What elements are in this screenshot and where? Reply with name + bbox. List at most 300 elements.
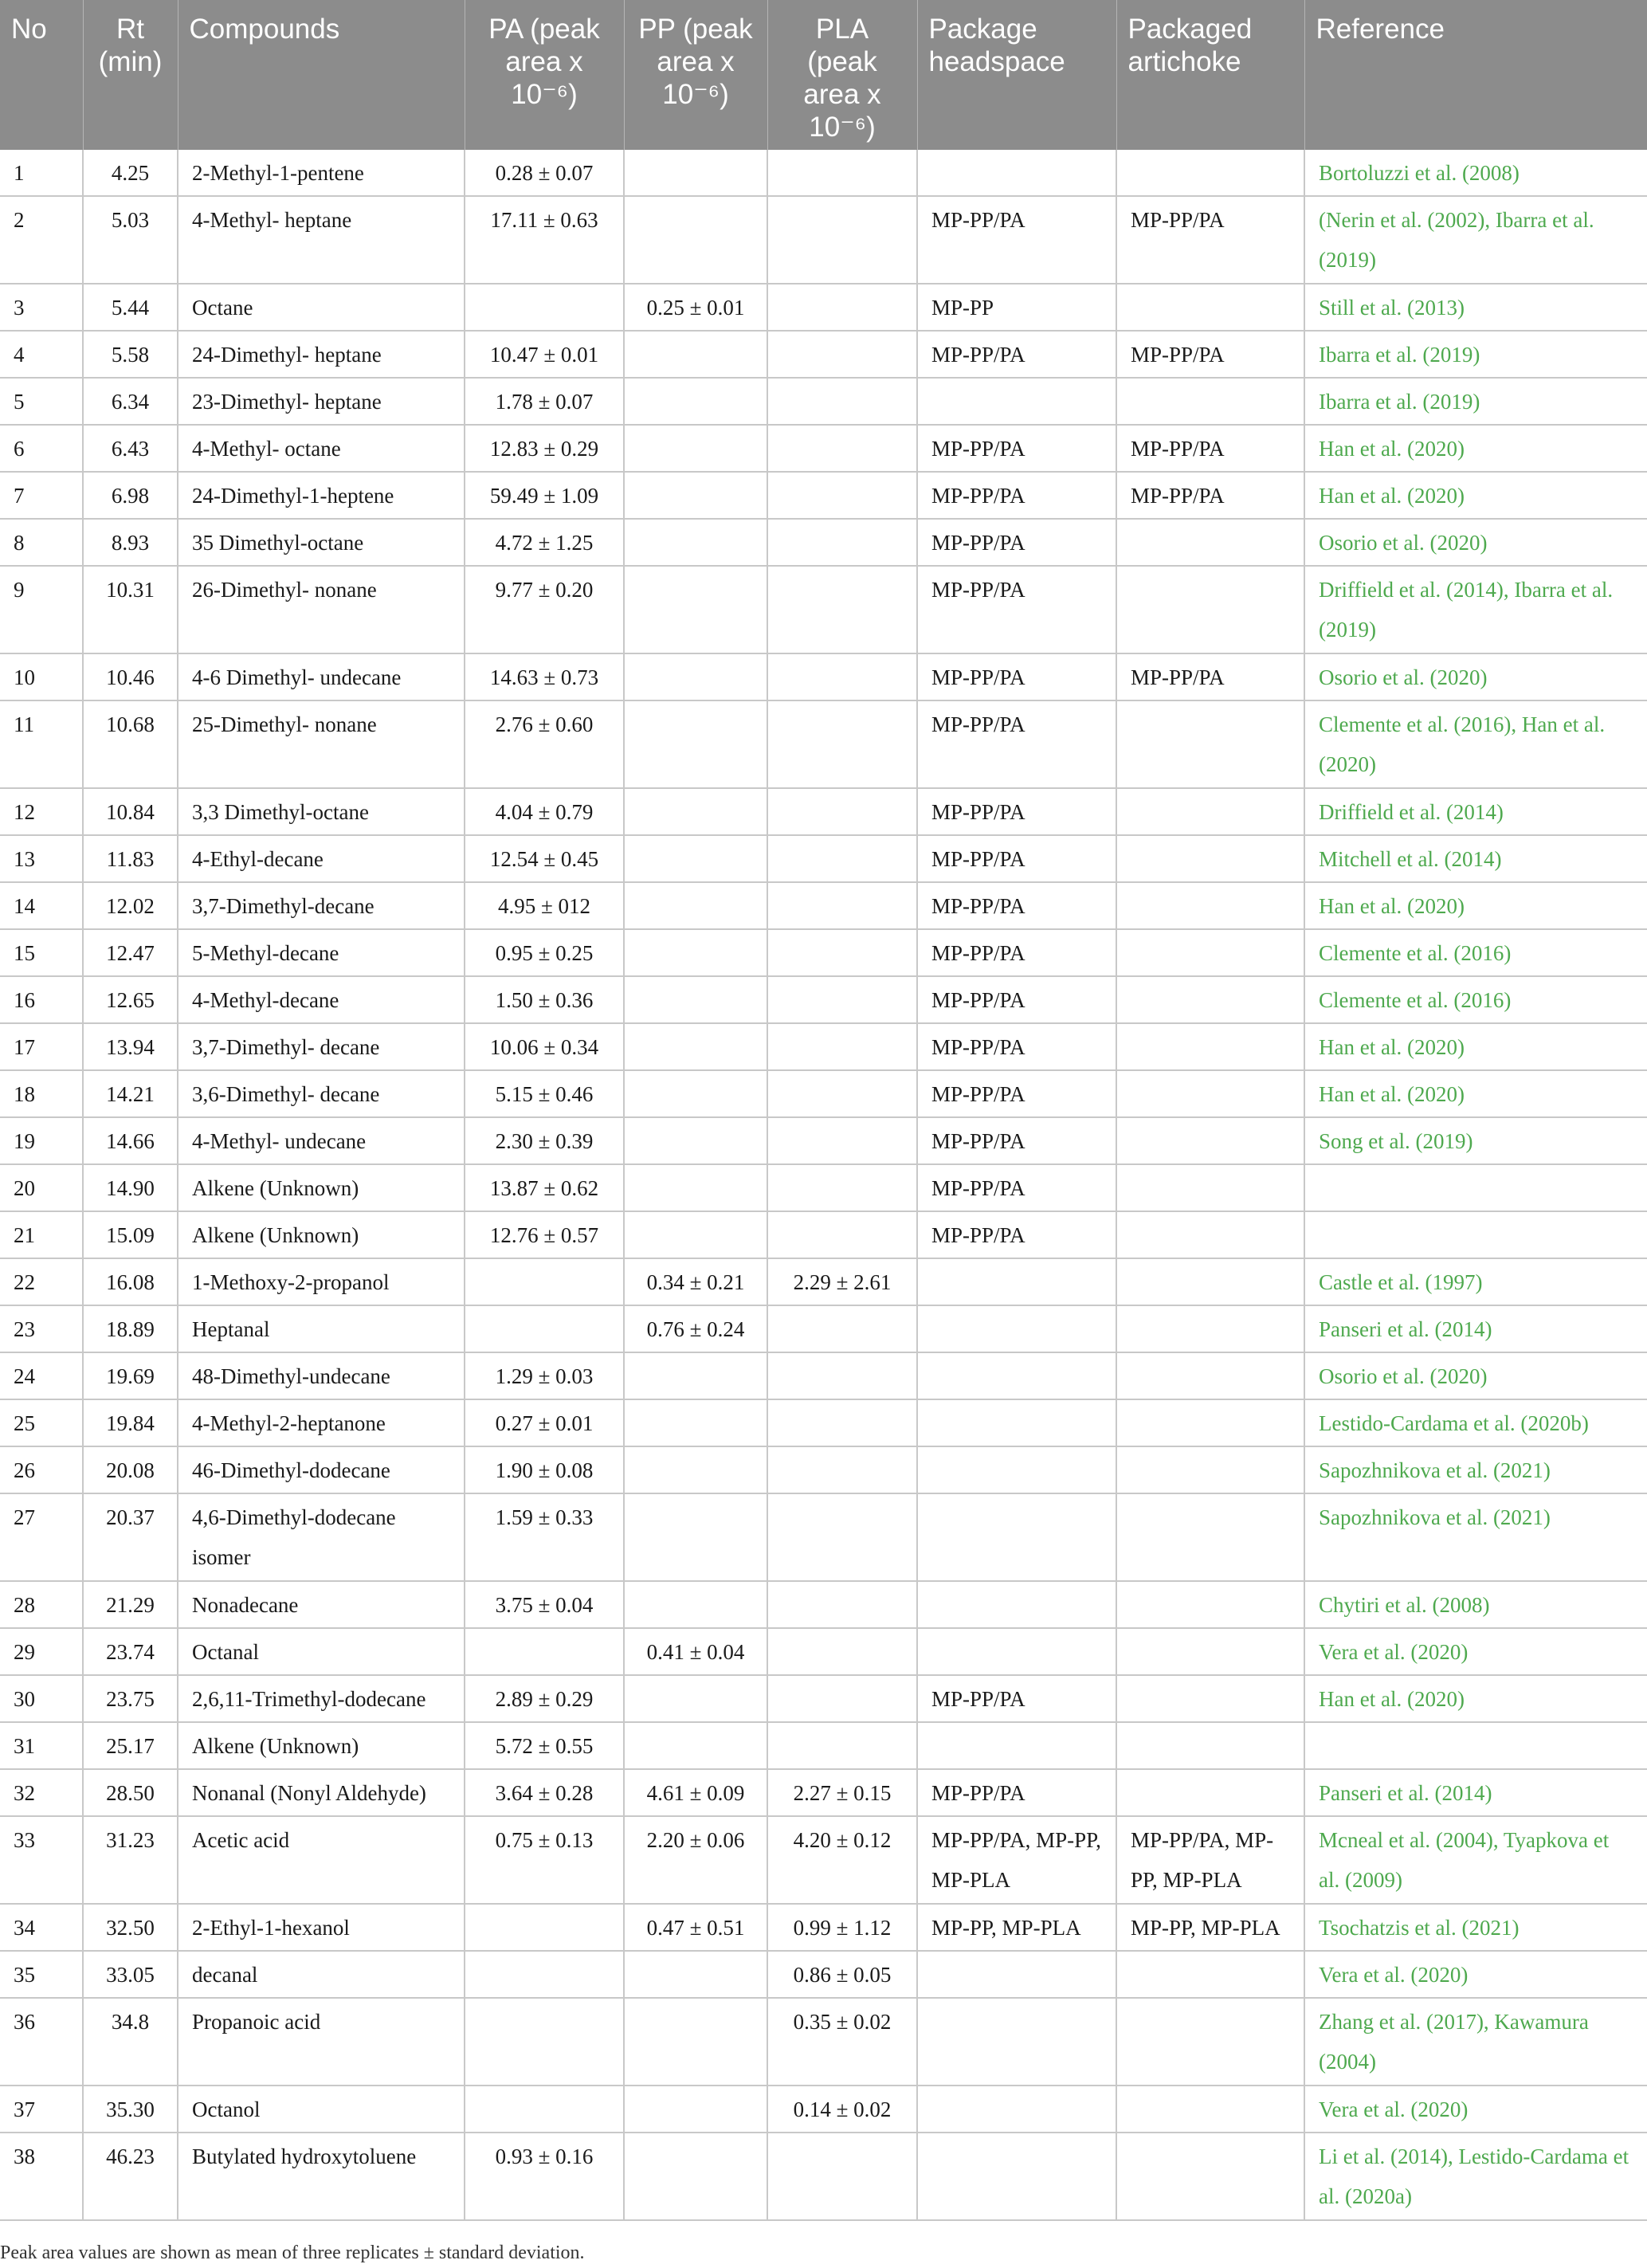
cell-reference[interactable]: Mcneal et al. (2004), Tyapkova et al. (2009): [1304, 1816, 1647, 1904]
cell-compound: 5-Methyl-decane: [178, 929, 465, 976]
cell-packaged-artichoke: [1116, 788, 1304, 835]
cell-packaged-artichoke: [1116, 700, 1304, 788]
cell-compound: Acetic acid: [178, 1816, 465, 1904]
cell-pp: [624, 929, 767, 976]
cell-reference[interactable]: Lestido-Cardama et al. (2020b): [1304, 1399, 1647, 1446]
cell-reference[interactable]: Zhang et al. (2017), Kawamura (2004): [1304, 1998, 1647, 2086]
cell-compound: 24-Dimethyl- heptane: [178, 331, 465, 378]
cell-rt: 6.98: [83, 472, 178, 519]
cell-reference[interactable]: Clemente et al. (2016): [1304, 976, 1647, 1023]
cell-packaged-artichoke: [1116, 1117, 1304, 1164]
cell-pa: 3.64 ± 0.28: [465, 1769, 624, 1816]
cell-pla: [767, 1446, 917, 1493]
cell-compound: Alkene (Unknown): [178, 1164, 465, 1211]
cell-pla: [767, 1722, 917, 1769]
table-row: [0, 1675, 1647, 1722]
cell-reference[interactable]: Osorio et al. (2020): [1304, 519, 1647, 566]
cell-pp: [624, 150, 767, 196]
cell-no: 14: [0, 882, 83, 929]
cell-pp: [624, 1446, 767, 1493]
cell-compound: Butylated hydroxytoluene: [178, 2133, 465, 2220]
cell-compound: Octanal: [178, 1628, 465, 1675]
table-row: [0, 1628, 1647, 1675]
cell-rt: 11.83: [83, 835, 178, 882]
cell-reference[interactable]: (Nerin et al. (2002), Ibarra et al. (2019): [1304, 196, 1647, 284]
cell-pp: [624, 425, 767, 472]
cell-reference[interactable]: [1304, 1722, 1647, 1769]
cell-no: 28: [0, 1581, 83, 1628]
cell-reference[interactable]: Vera et al. (2020): [1304, 1628, 1647, 1675]
cell-pla: [767, 196, 917, 284]
cell-compound: 24-Dimethyl-1-heptene: [178, 472, 465, 519]
cell-pa: 4.95 ± 012: [465, 882, 624, 929]
cell-pp: 0.41 ± 0.04: [624, 1628, 767, 1675]
cell-reference[interactable]: Han et al. (2020): [1304, 1675, 1647, 1722]
cell-package-headspace: MP-PP/PA: [917, 653, 1116, 700]
cell-rt: 6.34: [83, 378, 178, 425]
cell-reference[interactable]: Mitchell et al. (2014): [1304, 835, 1647, 882]
header-no: No: [0, 0, 83, 150]
cell-package-headspace: MP-PP/PA: [917, 835, 1116, 882]
cell-compound: Alkene (Unknown): [178, 1722, 465, 1769]
header-pla: PLA (peak area x 10⁻⁶): [767, 0, 917, 150]
cell-packaged-artichoke: [1116, 1769, 1304, 1816]
cell-packaged-artichoke: [1116, 1164, 1304, 1211]
cell-rt: 14.90: [83, 1164, 178, 1211]
cell-rt: 10.31: [83, 566, 178, 653]
cell-compound: Heptanal: [178, 1305, 465, 1352]
table-row: [0, 1722, 1647, 1769]
cell-no: 19: [0, 1117, 83, 1164]
cell-package-headspace: MP-PP, MP-PLA: [917, 1904, 1116, 1951]
cell-package-headspace: MP-PP/PA: [917, 1023, 1116, 1070]
cell-reference[interactable]: Clemente et al. (2016), Han et al. (2020): [1304, 700, 1647, 788]
cell-rt: 12.47: [83, 929, 178, 976]
cell-pla: 0.14 ± 0.02: [767, 2086, 917, 2133]
cell-pp: [624, 835, 767, 882]
cell-pa: 0.28 ± 0.07: [465, 150, 624, 196]
cell-rt: 8.93: [83, 519, 178, 566]
cell-reference[interactable]: Han et al. (2020): [1304, 1070, 1647, 1117]
cell-compound: 3,7-Dimethyl-decane: [178, 882, 465, 929]
cell-rt: 12.02: [83, 882, 178, 929]
cell-package-headspace: MP-PP/PA: [917, 1117, 1116, 1164]
table-row: [0, 378, 1647, 425]
cell-pla: [767, 519, 917, 566]
cell-no: 29: [0, 1628, 83, 1675]
cell-pp: [624, 1211, 767, 1258]
cell-pla: [767, 929, 917, 976]
cell-reference[interactable]: [1304, 1211, 1647, 1258]
cell-pla: [767, 425, 917, 472]
cell-rt: 20.08: [83, 1446, 178, 1493]
cell-rt: 18.89: [83, 1305, 178, 1352]
cell-package-headspace: MP-PP/PA: [917, 1070, 1116, 1117]
cell-compound: 2-Ethyl-1-hexanol: [178, 1904, 465, 1951]
cell-package-headspace: [917, 1305, 1116, 1352]
table-row: [0, 284, 1647, 331]
table-row: [0, 1493, 1647, 1581]
cell-pla: [767, 1628, 917, 1675]
cell-pp: [624, 2133, 767, 2220]
header-packaged-artichoke: Packaged artichoke: [1116, 0, 1304, 150]
cell-pa: 5.72 ± 0.55: [465, 1722, 624, 1769]
cell-pa: 1.50 ± 0.36: [465, 976, 624, 1023]
cell-rt: 5.58: [83, 331, 178, 378]
cell-package-headspace: MP-PP/PA: [917, 425, 1116, 472]
cell-compound: 35 Dimethyl-octane: [178, 519, 465, 566]
table-row: [0, 2133, 1647, 2220]
cell-no: 17: [0, 1023, 83, 1070]
cell-packaged-artichoke: [1116, 1675, 1304, 1722]
cell-pla: [767, 150, 917, 196]
cell-pla: 0.99 ± 1.12: [767, 1904, 917, 1951]
cell-no: 5: [0, 378, 83, 425]
cell-pa: 2.76 ± 0.60: [465, 700, 624, 788]
cell-reference[interactable]: Driffield et al. (2014): [1304, 788, 1647, 835]
cell-packaged-artichoke: [1116, 1070, 1304, 1117]
cell-compound: 2,6,11-Trimethyl-dodecane: [178, 1675, 465, 1722]
cell-pp: [624, 882, 767, 929]
cell-rt: 10.46: [83, 653, 178, 700]
cell-pa: 9.77 ± 0.20: [465, 566, 624, 653]
cell-reference[interactable]: Ibarra et al. (2019): [1304, 378, 1647, 425]
cell-rt: 14.66: [83, 1117, 178, 1164]
cell-pp: [624, 1951, 767, 1998]
cell-pla: [767, 1675, 917, 1722]
cell-pp: 0.76 ± 0.24: [624, 1305, 767, 1352]
cell-pa: 3.75 ± 0.04: [465, 1581, 624, 1628]
cell-pla: 4.20 ± 0.12: [767, 1816, 917, 1904]
cell-reference[interactable]: Chytiri et al. (2008): [1304, 1581, 1647, 1628]
cell-reference[interactable]: Castle et al. (1997): [1304, 1258, 1647, 1305]
cell-compound: 46-Dimethyl-dodecane: [178, 1446, 465, 1493]
cell-rt: 12.65: [83, 976, 178, 1023]
cell-pa: 1.90 ± 0.08: [465, 1446, 624, 1493]
cell-reference[interactable]: Bortoluzzi et al. (2008): [1304, 150, 1647, 196]
cell-pla: [767, 1164, 917, 1211]
table-row: [0, 150, 1647, 196]
cell-reference[interactable]: Clemente et al. (2016): [1304, 929, 1647, 976]
cell-compound: 4-Methyl- heptane: [178, 196, 465, 284]
cell-pa: 13.87 ± 0.62: [465, 1164, 624, 1211]
cell-reference[interactable]: Li et al. (2014), Lestido-Cardama et al. (2020a): [1304, 2133, 1647, 2220]
cell-packaged-artichoke: [1116, 519, 1304, 566]
cell-pp: 2.20 ± 0.06: [624, 1816, 767, 1904]
cell-reference[interactable]: Vera et al. (2020): [1304, 2086, 1647, 2133]
cell-pla: [767, 1352, 917, 1399]
cell-rt: 5.03: [83, 196, 178, 284]
cell-pp: [624, 1581, 767, 1628]
table-row: [0, 1070, 1647, 1117]
cell-no: 30: [0, 1675, 83, 1722]
cell-package-headspace: [917, 1581, 1116, 1628]
cell-packaged-artichoke: [1116, 882, 1304, 929]
table-row: [0, 566, 1647, 653]
cell-rt: 23.74: [83, 1628, 178, 1675]
cell-no: 23: [0, 1305, 83, 1352]
cell-reference[interactable]: Song et al. (2019): [1304, 1117, 1647, 1164]
cell-reference[interactable]: Osorio et al. (2020): [1304, 1352, 1647, 1399]
header-reference: Reference: [1304, 0, 1647, 150]
cell-pa: 14.63 ± 0.73: [465, 653, 624, 700]
cell-compound: Propanoic acid: [178, 1998, 465, 2086]
cell-rt: 10.68: [83, 700, 178, 788]
cell-reference[interactable]: Ibarra et al. (2019): [1304, 331, 1647, 378]
cell-pla: [767, 331, 917, 378]
cell-no: 4: [0, 331, 83, 378]
cell-pla: [767, 700, 917, 788]
header-rt: Rt (min): [83, 0, 178, 150]
table-row: [0, 1023, 1647, 1070]
cell-pla: [767, 284, 917, 331]
cell-pla: [767, 653, 917, 700]
cell-pa: 1.78 ± 0.07: [465, 378, 624, 425]
cell-pp: [624, 976, 767, 1023]
cell-pp: [624, 196, 767, 284]
cell-no: 21: [0, 1211, 83, 1258]
cell-reference[interactable]: Han et al. (2020): [1304, 472, 1647, 519]
cell-reference[interactable]: Panseri et al. (2014): [1304, 1769, 1647, 1816]
table-row: [0, 976, 1647, 1023]
cell-packaged-artichoke: [1116, 1998, 1304, 2086]
table-row: [0, 1816, 1647, 1904]
cell-pp: [624, 1117, 767, 1164]
cell-rt: 34.8: [83, 1998, 178, 2086]
cell-package-headspace: [917, 1446, 1116, 1493]
cell-pa: 1.59 ± 0.33: [465, 1493, 624, 1581]
cell-compound: 3,7-Dimethyl- decane: [178, 1023, 465, 1070]
cell-compound: 4-Methyl-decane: [178, 976, 465, 1023]
cell-pla: [767, 472, 917, 519]
cell-no: 31: [0, 1722, 83, 1769]
cell-no: 37: [0, 2086, 83, 2133]
table-row: [0, 196, 1647, 284]
cell-reference[interactable]: Sapozhnikova et al. (2021): [1304, 1493, 1647, 1581]
cell-pp: [624, 700, 767, 788]
cell-packaged-artichoke: [1116, 566, 1304, 653]
cell-reference[interactable]: Still et al. (2013): [1304, 284, 1647, 331]
table-row: [0, 1399, 1647, 1446]
cell-pla: [767, 1211, 917, 1258]
cell-compound: 4-Methyl- undecane: [178, 1117, 465, 1164]
cell-no: 9: [0, 566, 83, 653]
cell-reference[interactable]: Panseri et al. (2014): [1304, 1305, 1647, 1352]
cell-pp: [624, 2086, 767, 2133]
cell-package-headspace: MP-PP/PA: [917, 472, 1116, 519]
cell-rt: 35.30: [83, 2086, 178, 2133]
cell-pa: 1.29 ± 0.03: [465, 1352, 624, 1399]
cell-pp: [624, 1399, 767, 1446]
cell-pa: 5.15 ± 0.46: [465, 1070, 624, 1117]
cell-compound: 2-Methyl-1-pentene: [178, 150, 465, 196]
cell-pp: [624, 1023, 767, 1070]
cell-compound: Alkene (Unknown): [178, 1211, 465, 1258]
cell-packaged-artichoke: [1116, 1023, 1304, 1070]
cell-reference[interactable]: Osorio et al. (2020): [1304, 653, 1647, 700]
cell-no: 7: [0, 472, 83, 519]
cell-packaged-artichoke: [1116, 1493, 1304, 1581]
cell-pp: 0.34 ± 0.21: [624, 1258, 767, 1305]
cell-pp: 0.47 ± 0.51: [624, 1904, 767, 1951]
cell-packaged-artichoke: [1116, 1446, 1304, 1493]
cell-pla: 0.86 ± 0.05: [767, 1951, 917, 1998]
header-pa: PA (peak area x 10⁻⁶): [465, 0, 624, 150]
cell-reference[interactable]: [1304, 1164, 1647, 1211]
cell-packaged-artichoke: [1116, 1628, 1304, 1675]
cell-no: 11: [0, 700, 83, 788]
cell-packaged-artichoke: [1116, 284, 1304, 331]
cell-no: 12: [0, 788, 83, 835]
cell-packaged-artichoke: [1116, 929, 1304, 976]
cell-package-headspace: [917, 150, 1116, 196]
cell-packaged-artichoke: [1116, 378, 1304, 425]
header-compounds: Compounds: [178, 0, 465, 150]
cell-compound: 25-Dimethyl- nonane: [178, 700, 465, 788]
cell-rt: 20.37: [83, 1493, 178, 1581]
cell-pla: 2.27 ± 0.15: [767, 1769, 917, 1816]
cell-pp: [624, 1675, 767, 1722]
cell-compound: Nonanal (Nonyl Aldehyde): [178, 1769, 465, 1816]
table-row: [0, 2086, 1647, 2133]
table-row: [0, 1258, 1647, 1305]
cell-rt: 33.05: [83, 1951, 178, 1998]
cell-compound: 4-Methyl-2-heptanone: [178, 1399, 465, 1446]
cell-pp: [624, 472, 767, 519]
cell-pla: [767, 1117, 917, 1164]
table-row: [0, 425, 1647, 472]
cell-package-headspace: MP-PP/PA: [917, 1675, 1116, 1722]
cell-compound: 4,6-Dimethyl-dodecane isomer: [178, 1493, 465, 1581]
table-header-row: [0, 0, 1647, 150]
cell-pa: 59.49 ± 1.09: [465, 472, 624, 519]
cell-no: 35: [0, 1951, 83, 1998]
cell-package-headspace: MP-PP/PA: [917, 519, 1116, 566]
cell-pa: 2.30 ± 0.39: [465, 1117, 624, 1164]
cell-pla: [767, 1493, 917, 1581]
cell-no: 16: [0, 976, 83, 1023]
cell-packaged-artichoke: [1116, 1305, 1304, 1352]
cell-rt: 5.44: [83, 284, 178, 331]
cell-compound: 4-Methyl- octane: [178, 425, 465, 472]
cell-pa: [465, 284, 624, 331]
cell-pp: [624, 331, 767, 378]
cell-packaged-artichoke: MP-PP/PA: [1116, 331, 1304, 378]
table-row: [0, 331, 1647, 378]
cell-packaged-artichoke: MP-PP/PA: [1116, 472, 1304, 519]
table-row: [0, 1446, 1647, 1493]
cell-packaged-artichoke: [1116, 1399, 1304, 1446]
cell-packaged-artichoke: MP-PP/PA: [1116, 653, 1304, 700]
cell-compound: 23-Dimethyl- heptane: [178, 378, 465, 425]
cell-package-headspace: [917, 1493, 1116, 1581]
cell-compound: 3,3 Dimethyl-octane: [178, 788, 465, 835]
cell-reference[interactable]: Han et al. (2020): [1304, 425, 1647, 472]
cell-pla: [767, 1305, 917, 1352]
cell-compound: Nonadecane: [178, 1581, 465, 1628]
cell-package-headspace: [917, 1628, 1116, 1675]
table-row: [0, 1352, 1647, 1399]
table-row: [0, 1117, 1647, 1164]
cell-package-headspace: MP-PP/PA: [917, 976, 1116, 1023]
cell-rt: 4.25: [83, 150, 178, 196]
cell-compound: 26-Dimethyl- nonane: [178, 566, 465, 653]
cell-pp: [624, 653, 767, 700]
cell-package-headspace: MP-PP/PA: [917, 566, 1116, 653]
cell-rt: 19.84: [83, 1399, 178, 1446]
cell-pla: [767, 378, 917, 425]
cell-pla: [767, 788, 917, 835]
table-row: [0, 788, 1647, 835]
cell-no: 38: [0, 2133, 83, 2220]
cell-pa: 0.75 ± 0.13: [465, 1816, 624, 1904]
cell-package-headspace: [917, 1399, 1116, 1446]
cell-no: 22: [0, 1258, 83, 1305]
cell-no: 25: [0, 1399, 83, 1446]
cell-compound: decanal: [178, 1951, 465, 1998]
table-row: [0, 1951, 1647, 1998]
cell-packaged-artichoke: [1116, 1258, 1304, 1305]
table-row: [0, 1904, 1647, 1951]
cell-reference[interactable]: Han et al. (2020): [1304, 1023, 1647, 1070]
cell-pa: 10.06 ± 0.34: [465, 1023, 624, 1070]
cell-reference[interactable]: Driffield et al. (2014), Ibarra et al. (2019): [1304, 566, 1647, 653]
cell-pa: 0.95 ± 0.25: [465, 929, 624, 976]
cell-rt: 14.21: [83, 1070, 178, 1117]
cell-packaged-artichoke: [1116, 1581, 1304, 1628]
cell-reference[interactable]: Sapozhnikova et al. (2021): [1304, 1446, 1647, 1493]
table-row: [0, 519, 1647, 566]
cell-package-headspace: [917, 2133, 1116, 2220]
cell-rt: 10.84: [83, 788, 178, 835]
cell-compound: Octane: [178, 284, 465, 331]
table-row: [0, 882, 1647, 929]
cell-reference[interactable]: Tsochatzis et al. (2021): [1304, 1904, 1647, 1951]
cell-no: 2: [0, 196, 83, 284]
cell-package-headspace: [917, 1352, 1116, 1399]
cell-pa: [465, 1305, 624, 1352]
table-row: [0, 1164, 1647, 1211]
cell-no: 20: [0, 1164, 83, 1211]
cell-rt: 25.17: [83, 1722, 178, 1769]
cell-no: 13: [0, 835, 83, 882]
cell-rt: 21.29: [83, 1581, 178, 1628]
cell-no: 6: [0, 425, 83, 472]
cell-rt: 15.09: [83, 1211, 178, 1258]
cell-reference[interactable]: Vera et al. (2020): [1304, 1951, 1647, 1998]
cell-package-headspace: [917, 378, 1116, 425]
cell-pa: 17.11 ± 0.63: [465, 196, 624, 284]
cell-no: 1: [0, 150, 83, 196]
cell-rt: 13.94: [83, 1023, 178, 1070]
table-row: [0, 1581, 1647, 1628]
cell-rt: 46.23: [83, 2133, 178, 2220]
cell-rt: 32.50: [83, 1904, 178, 1951]
cell-no: 24: [0, 1352, 83, 1399]
cell-pla: [767, 2133, 917, 2220]
cell-pla: [767, 1023, 917, 1070]
cell-packaged-artichoke: [1116, 1951, 1304, 1998]
cell-pla: [767, 835, 917, 882]
cell-packaged-artichoke: MP-PP, MP-PLA: [1116, 1904, 1304, 1951]
table-row: [0, 1998, 1647, 2086]
cell-reference[interactable]: Han et al. (2020): [1304, 882, 1647, 929]
table-row: [0, 1211, 1647, 1258]
table-row: [0, 472, 1647, 519]
cell-pa: [465, 1904, 624, 1951]
cell-pp: [624, 1722, 767, 1769]
cell-pa: [465, 1258, 624, 1305]
